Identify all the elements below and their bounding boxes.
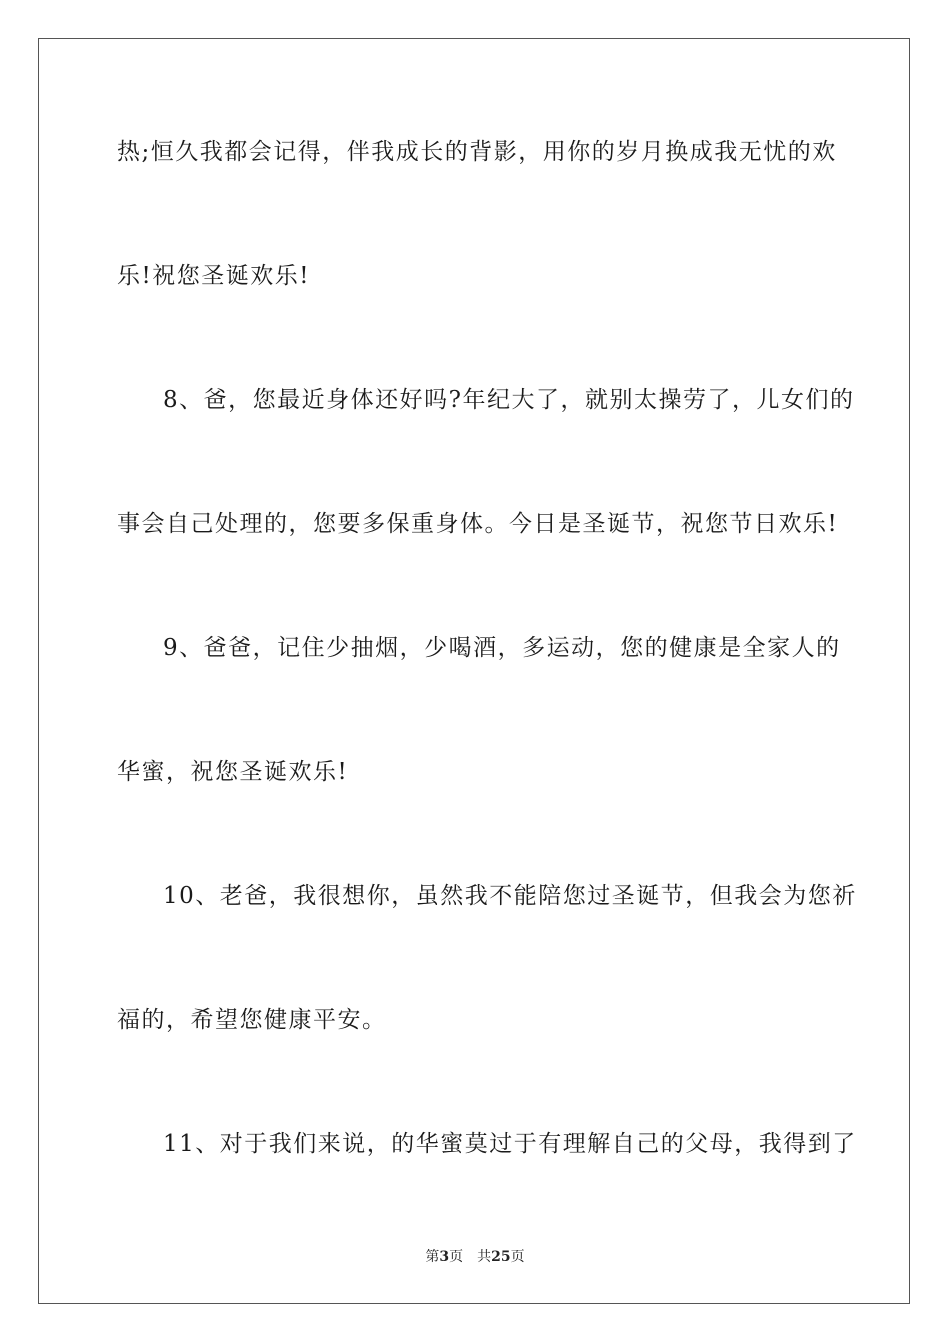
footer-page-number: 3 (439, 1249, 450, 1265)
page-border (38, 38, 910, 1304)
footer-total-pages: 25 (491, 1249, 511, 1265)
text-line-3: 8、爸，您最近身体还好吗?年纪大了，就别太操劳了，儿女们的 (163, 387, 855, 413)
text-line-1: 热;恒久我都会记得，伴我成长的背影，用你的岁月换成我无忧的欢 (117, 139, 837, 165)
text-line-2: 乐!祝您圣诞欢乐! (117, 263, 310, 289)
text-line-5: 9、爸爸，记住少抽烟，少喝酒，多运动，您的健康是全家人的 (163, 635, 841, 661)
text-line-7: 10、老爸，我很想你，虽然我不能陪您过圣诞节，但我会为您祈 (163, 883, 857, 909)
footer-page-suffix: 页 (449, 1249, 464, 1265)
text-line-8: 福的，希望您健康平安。 (117, 1007, 387, 1033)
footer-total-suffix: 页 (510, 1249, 525, 1265)
footer-page-prefix: 第 (425, 1249, 440, 1265)
page-footer (0, 1246, 950, 1266)
text-line-6: 华蜜，祝您圣诞欢乐! (117, 759, 349, 785)
text-line-9: 11、对于我们来说，的华蜜莫过于有理解自己的父母，我得到了 (163, 1131, 857, 1157)
footer-total-prefix: 共 (477, 1249, 492, 1265)
text-line-4: 事会自己处理的，您要多保重身体。今日是圣诞节，祝您节日欢乐! (117, 511, 839, 537)
